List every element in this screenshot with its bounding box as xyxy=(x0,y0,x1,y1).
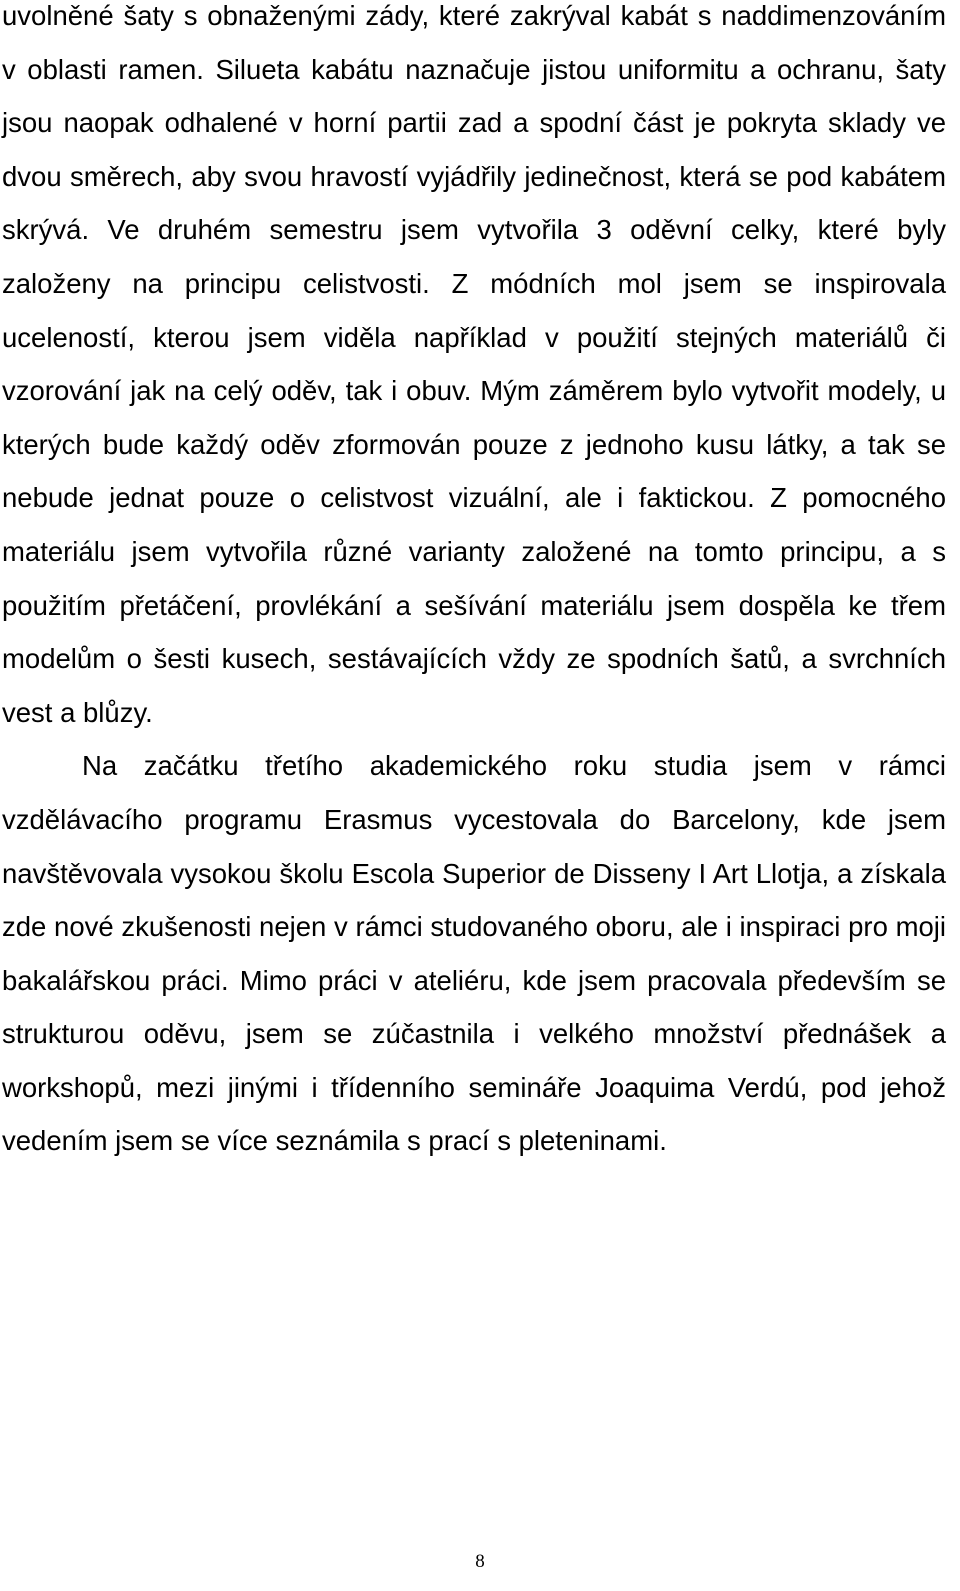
body-paragraph-erasmus: Na začátku třetího akademického roku studia jsem v rámci vzdělávacího programu Erasmus vycestovala do Barcelony, kde jsem navštěvovala vysokou školu Escola Superior de Disseny I Art Llotja, a získala zde nové zkušenosti nejen v rámci studovaného oboru, ale i inspiraci pro moji bakalářskou práci. Mimo práci v ateliéru, kde jsem pracovala především se strukturou oděvu, jsem se zúčastnila i velkého množství přednášek a workshopů, mezi jinými i třídenního semináře Joaquima Verdú, pod jehož vedením jsem se více seznámila s prací s pleteninami. xyxy=(2,750,946,1157)
page-number: 8 xyxy=(475,1551,485,1572)
body-paragraph-continued: uvolněné šaty s obnaženými zády, které zakrýval kabát s naddimenzováním v oblasti ramen. Silueta kabátu naznačuje jistou uniformitu a ochranu, šaty jsou naopak odhalené v horní partii zad a spodní část je pokryta sklady ve dvou směrech, aby svou hravostí vyjádřily jedinečnost, která se pod kabátem skrývá. Ve druhém semestru jsem vytvořila 3 oděvní celky, které byly založeny na principu celistvosti. Z módních mol jsem se inspirovala uceleností, kterou jsem viděla například v použití stejných materiálů či vzorování jak na celý oděv, tak i obuv. Mým záměrem bylo vytvořit modely, u kterých bude každý oděv zformován pouze z jednoho kusu látky, a tak se nebude jednat pouze o celistvost vizuální, ale i faktickou. Z pomocného materiálu jsem vytvořila různé varianty založené na tomto principu, a s použitím přetáčení, provlékání a sešívání materiálu jsem dospěla ke třem modelům o šesti kusech, sestávajících vždy ze spodních šatů, a svrchních vest a blůzy. xyxy=(2,0,946,728)
